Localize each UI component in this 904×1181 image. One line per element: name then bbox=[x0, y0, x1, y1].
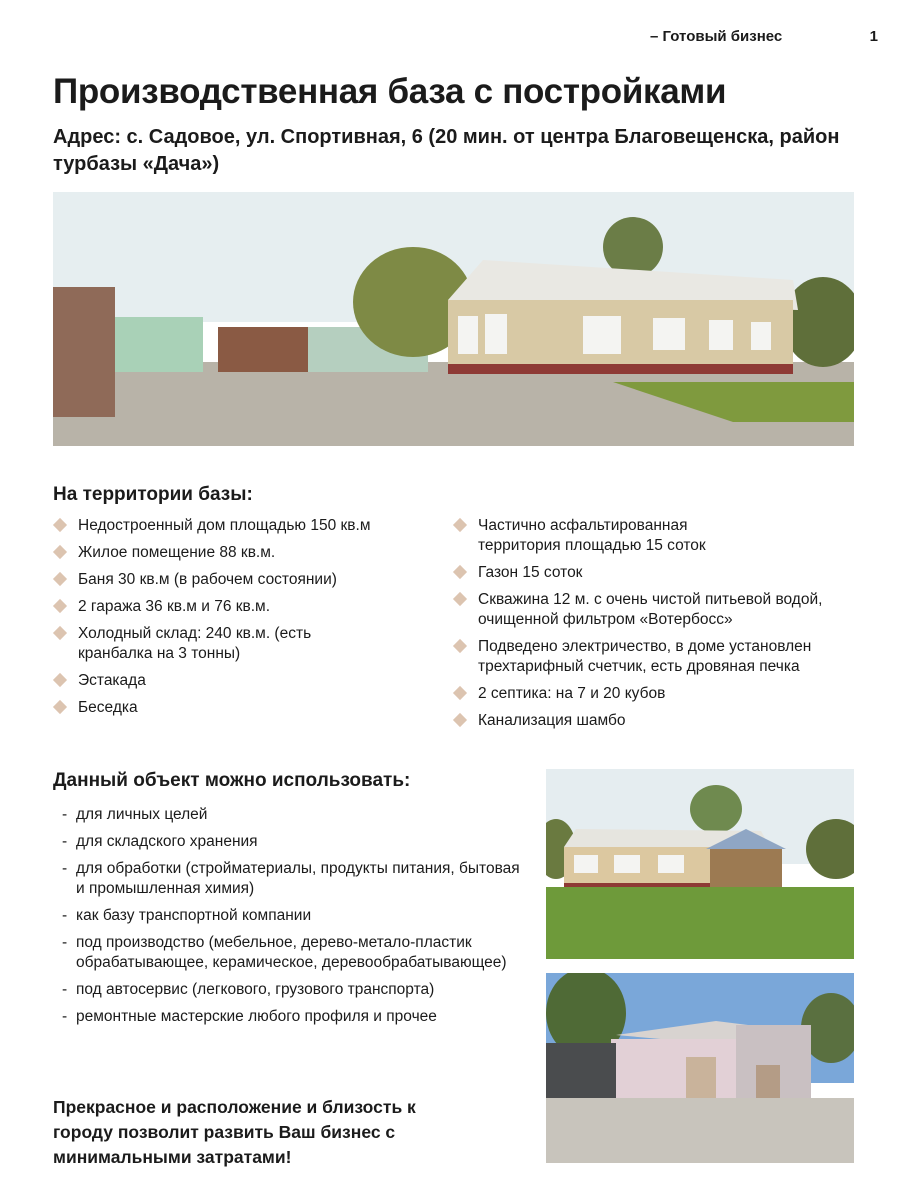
dash-marker: - bbox=[62, 981, 68, 998]
diamond-bullet-icon bbox=[453, 713, 467, 727]
list-item: Газон 15 соток bbox=[453, 563, 873, 583]
diamond-bullet-icon bbox=[53, 518, 67, 532]
dash-marker: - bbox=[62, 833, 68, 850]
diamond-bullet-icon bbox=[453, 639, 467, 653]
list-item: - как базу транспортной компании bbox=[62, 907, 312, 924]
list-item: Эстакада bbox=[53, 671, 433, 691]
usage-list bbox=[62, 805, 542, 1034]
list-item: Жилое помещение 88 кв.м. bbox=[53, 543, 433, 563]
dash-marker: - bbox=[62, 907, 68, 924]
list-item: Беседка bbox=[53, 698, 433, 718]
list-item: - для личных целей bbox=[62, 806, 208, 823]
territory-list-left bbox=[53, 516, 433, 725]
list-item: Холодный склад: 240 кв.м. (есть кранбалка на 3 тонны) bbox=[53, 624, 343, 664]
territory-heading: На территории базы: bbox=[53, 484, 253, 505]
usage-heading: Данный объект можно использовать: bbox=[53, 770, 411, 791]
territory-list-right bbox=[453, 516, 873, 738]
dash-marker: - bbox=[62, 806, 68, 823]
list-item: - ремонтные мастерские любого профиля и прочее bbox=[62, 1008, 437, 1025]
dash-marker: - bbox=[62, 934, 68, 951]
list-item: - для обработки (стройматериалы, продукты питания, бытовая и промышленная химия) bbox=[62, 860, 520, 897]
address-subtitle: Адрес: с. Садовое, ул. Спортивная, 6 (20 мин. от центра Благовещенска, район турбазы «Дача») bbox=[53, 126, 840, 175]
list-item: - под автосервис (легкового, грузового транспорта) bbox=[62, 981, 435, 998]
diamond-bullet-icon bbox=[453, 518, 467, 532]
gazebo-lawn-photo bbox=[546, 769, 854, 959]
list-item: - для складского хранения bbox=[62, 833, 258, 850]
list-item: - под производство (мебельное, дерево-метало-пластик обрабатывающее, керамическое, деревообрабатывающее) bbox=[62, 934, 507, 971]
list-item: Недостроенный дом площадью 150 кв.м bbox=[53, 516, 433, 536]
diamond-bullet-icon bbox=[53, 626, 67, 640]
list-item: Баня 30 кв.м (в рабочем состоянии) bbox=[53, 570, 433, 590]
list-item: Подведено электричество, в доме установлен трехтарифный счетчик, есть дровяная печка bbox=[453, 637, 873, 677]
list-item: 2 септика: на 7 и 20 кубов bbox=[453, 684, 873, 704]
diamond-bullet-icon bbox=[53, 673, 67, 687]
page-number: 1 bbox=[869, 28, 878, 45]
diamond-bullet-icon bbox=[53, 572, 67, 586]
diamond-bullet-icon bbox=[53, 599, 67, 613]
diamond-bullet-icon bbox=[453, 565, 467, 579]
diamond-bullet-icon bbox=[53, 545, 67, 559]
page-title: Производственная база с постройками bbox=[53, 72, 727, 111]
list-item: Скважина 12 м. с очень чистой питьевой водой, очищенной фильтром «Вотербосс» bbox=[453, 590, 823, 630]
list-item: Канализация шамбо bbox=[453, 711, 873, 731]
list-item: Частично асфальтированная территория площадью 15 соток bbox=[453, 516, 743, 556]
closing-statement: Прекрасное и расположение и близость к городу позволит развить Ваш бизнес с минимальными затратами! bbox=[53, 1097, 416, 1167]
main-property-photo bbox=[53, 192, 854, 446]
list-item: 2 гаража 36 кв.м и 76 кв.м. bbox=[53, 597, 433, 617]
diamond-bullet-icon bbox=[453, 686, 467, 700]
warehouse-photo bbox=[546, 973, 854, 1163]
section-tag: – Готовый бизнес bbox=[650, 28, 783, 45]
diamond-bullet-icon bbox=[53, 700, 67, 714]
dash-marker: - bbox=[62, 1008, 68, 1025]
dash-marker: - bbox=[62, 860, 68, 877]
diamond-bullet-icon bbox=[453, 592, 467, 606]
